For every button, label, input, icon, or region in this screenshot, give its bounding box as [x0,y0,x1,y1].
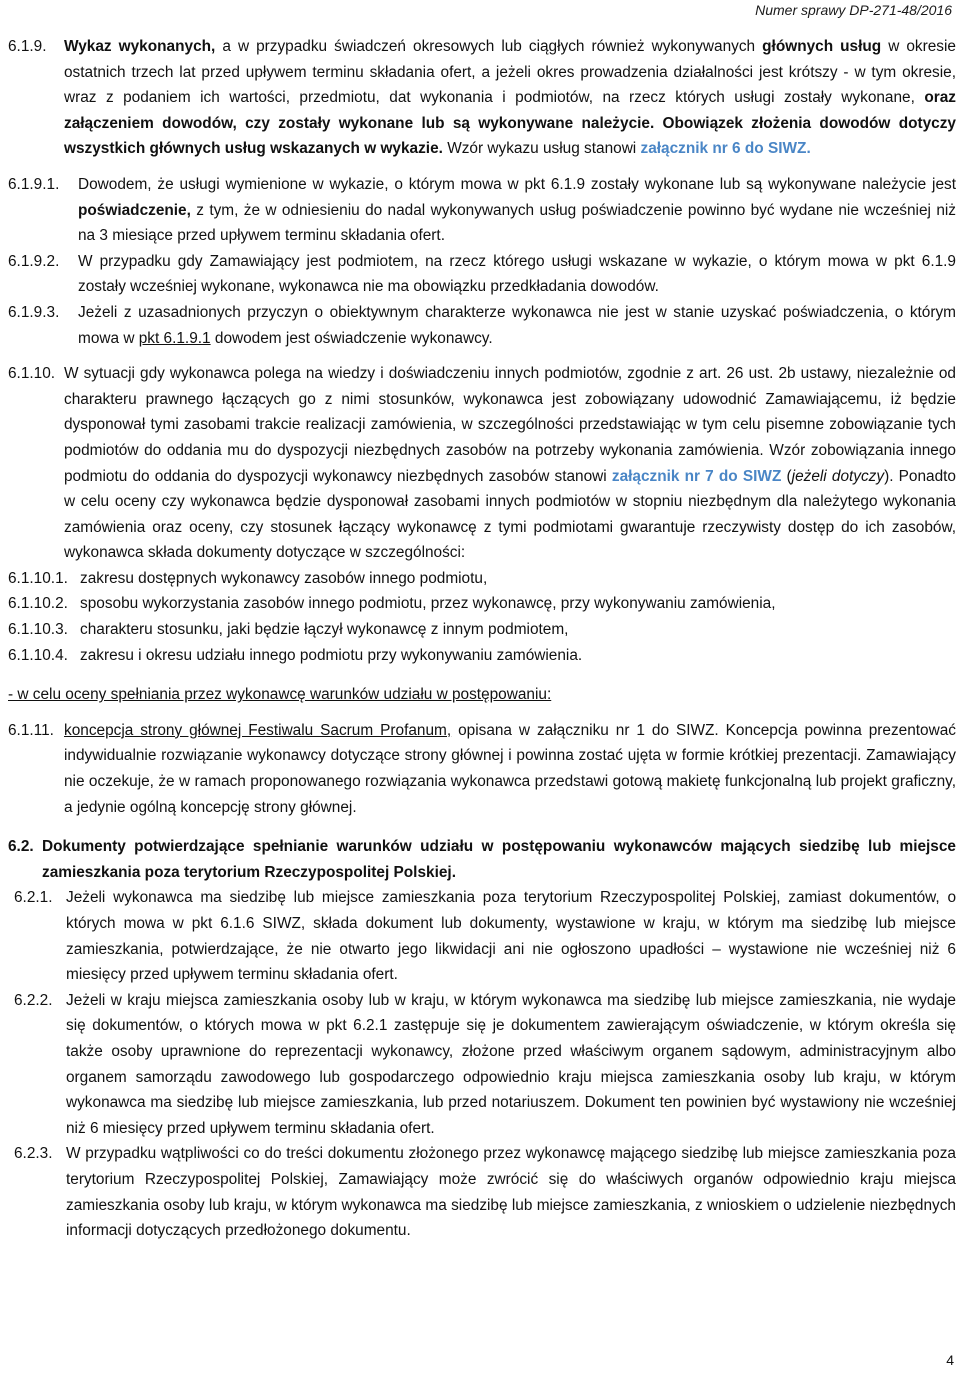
subheading-evaluation: - w celu oceny spełniania przez wykonawcę warunków udziału w postępowaniu: [8,686,552,704]
section-6-1-9-2 [8,249,956,300]
text-run: W sytuacji gdy wykonawca polega na wiedzy i doświadczeniu innych podmiotów, zgodnie z art. 26 ust. 2b ustawy, niezależnie od charakteru prawnego łączących go z nimi stosunków, wykonawca jest zobowiązany udowodnić Zamawiającemu, iż będzie dysponował tymi zasobami trakcie realizacji zamówienia, w szczególności przedstawiając w tym celu pisemne zobowiązanie tych podmiotów do oddania mu do dyspozycji niezbędnych zasobów na potrzeby wykonania zamówienia. Wzór zobowiązania innego podmiotu do oddania do dyspozycji wykonawcy niezbędnych zasobów stanowi [64,365,956,485]
section-text [78,300,956,351]
list-6-2 [8,885,956,1243]
list-item [14,1141,956,1243]
item-text: charakteru stosunku, jaki będzie łączył wykonawcę z innym podmiotem, [80,621,569,639]
bold-run: poświadczenie, [78,201,191,219]
text-run: . [806,140,811,158]
item-number: 6.1.10.4. [8,646,68,664]
list-item [8,643,956,669]
text-run: z tym, że w odniesieniu do nadal wykonywanych usług poświadczenie powinno być wydane nie wcześniej niż na 3 miesiące przed upływem terminu składania ofert. [78,201,956,245]
item-text: zakresu dostępnych wykonawcy zasobów innego podmiotu, [80,569,488,587]
section-text [78,172,956,249]
list-item [14,988,956,1142]
text-run: w okresie ostatnich trzech lat przed upływem terminu składania ofert, a jeżeli okres prowadzenia działalności jest krótszy - w tym okresie, wraz z podaniem ich wartości, przedmiotu, dat wykonania i podmiotów, na rzecz których usługi zostały wykonane, [64,38,956,107]
section-number: 6.1.9. [8,38,47,55]
text-run: opisana w załączniku nr 1 do SIWZ. Koncepcja powinna prezentować indywidualnie rozwiązanie wykonawcy dotyczące strony głównej i powinna zostać ujęta w formie krótkiej prezentacji. Zamawiający nie oczekuje, że w ramach proponowanego rozwiązania wykonawca przedstawi gotową makietę funkcjonalną lub projekt graficzny, a jedynie ogólną koncepcję strony głównej. [64,721,956,816]
item-number: 6.2.3. [14,1145,53,1163]
section-6-1-11 [8,718,956,820]
bold-run: oraz załączeniem dowodów, czy zostały wykonane lub są wykonywane należycie. Obowiązek złożenia dowodów dotyczy wszystkich głównych usług wskazanych w wykazie. [64,89,956,158]
section-text [64,361,956,566]
section-text: W przypadku gdy Zamawiający jest podmiotem, na rzecz którego usługi wskazane w wykazie, o którym mowa w pkt 6.1.9 zostały wcześniej wykonane, wykonawca nie ma obowiązku przedkładania dowodów. [78,252,956,296]
section-number: 6.1.11. [8,721,54,739]
item-text: W przypadku wątpliwości co do treści dokumentu złożonego przez wykonawcę mającego siedzibę lub miejsce zamieszkania poza terytorium Rzeczypospolitej Polskiej, Zamawiający może zwrócić się do właściwych organów odpowiednio kraju miejsca zamieszkania osoby lub kraju, w którym wykonawca ma siedzibę lub miejsce zamieszkania, z wnioskiem o udzielenie niezbędnych informacji dotyczących przedłożonego dokumentu. [66,1145,956,1240]
section-number: 6.1.10. [8,365,56,383]
section-number: 6.2. [8,838,34,856]
document-body [8,34,956,1244]
homepage-concept-heading: koncepcja strony głównej Festiwalu Sacrum Profanum, [64,721,452,739]
list-item [14,885,956,987]
text-run: ( [781,467,792,485]
section-6-1-10 [8,361,956,566]
bold-run: głównych usług [762,38,882,55]
section-6-1-9-3 [8,300,956,351]
item-number: 6.1.10.2. [8,595,68,613]
italic-run: jeżeli dotyczy [791,467,885,485]
section-number: 6.1.9.3. [8,303,60,321]
list-item [8,566,956,592]
section-number: 6.1.9.2. [8,252,60,270]
item-text: zakresu i okresu udziału innego podmiotu przy wykonywaniu zamówienia. [80,646,583,664]
item-number: 6.2.1. [14,889,53,907]
item-number: 6.2.2. [14,991,53,1009]
list-6-1-10 [8,566,956,668]
text-run: a w przypadku świadczeń okresowych lub ciągłych również wykonywanych [215,38,763,55]
text-run: Dowodem, że usługi wymienione w wykazie, o którym mowa w pkt 6.1.9 zostały wykonane lub są wykonywane należycie jest [78,175,956,193]
attachment-7-link[interactable]: załącznik nr 7 do SIWZ [611,467,782,485]
attachment-6-link[interactable]: załącznik nr 6 do SIWZ [640,140,807,158]
section-6-1-9-1 [8,172,956,249]
section-text [64,718,956,820]
pkt-6-1-9-1-reference: pkt 6.1.9.1 [138,329,211,347]
page-number: 4 [946,1352,954,1368]
section-number: 6.1.9.1. [8,175,60,193]
section-heading: Dokumenty potwierdzające spełnianie warunków udziału w postępowaniu wykonawców mających siedzibę lub miejsce zamieszkania poza terytorium Rzeczypospolitej Polskiej. [42,838,956,881]
section-6-2 [8,834,956,885]
text-run: Jeżeli z uzasadnionych przyczyn o obiektywnym charakterze wykonawca nie jest w stanie uzyskać poświadczenia, o którym mowa w [78,303,956,347]
item-text: Jeżeli w kraju miejsca zamieszkania osoby lub w kraju, w którym wykonawca ma siedzibę lub miejsce zamieszkania, nie wydaje się dokumentów, o których mowa w pkt 6.2.1 zastępuje się je dokumentem zawierającym oświadczenie, w którym określa się także osoby uprawnione do reprezentacji wykonawcy, złożone przed właściwym organem sądowym, administracyjnym albo organem samorządu zawodowego lub gospodarczego odpowiednio kraju miejsca zamieszkania osoby lub kraju, w którym wykonawca ma siedzibę lub miejsce zamieszkania, lub przed notariuszem. Dokument ten powinien być wystawiony nie wcześniej niż 6 miesięcy przed upływem terminu składania ofert. [66,991,956,1137]
text-run: Wzór wykazu usług stanowi [442,140,641,158]
text-run: ). Ponadto w celu oceny czy wykonawca będzie dysponował zasobami innych podmiotów w stopniu niezbędnym dla należytego wykonania zamówienia oraz oceny, czy stosunek łączący wykonawcę z tymi podmiotami gwarantuje rzeczywisty dostęp do ich zasobów, wykonawca składa dokumenty dotyczące w szczególności: [64,467,956,562]
item-text: sposobu wykorzystania zasobów innego podmiotu, przez wykonawcę, przy wykonywaniu zamówienia, [80,595,776,613]
item-number: 6.1.10.3. [8,621,68,639]
item-number: 6.1.10.1. [8,569,68,587]
item-text: Jeżeli wykonawca ma siedzibę lub miejsce zamieszkania poza terytorium Rzeczypospolitej Polskiej, zamiast dokumentów, o których mowa w pkt 6.1.6 SIWZ, składa dokument lub dokumenty, wystawione w kraju, w którym ma siedzibę lub miejsce zamieszkania, potwierdzające, że nie otwarto jego likwidacji ani nie ogłoszono upadłości – wystawione nie wcześniej niż 6 miesięcy przed upływem terminu składania ofert. [66,889,956,984]
list-item [8,591,956,617]
case-number-header: Numer sprawy DP-271-48/2016 [755,2,952,18]
section-6-1-9 [8,34,956,162]
list-item [8,617,956,643]
text-run: dowodem jest oświadczenie wykonawcy. [210,329,493,347]
section-text [64,34,956,162]
bold-lead: Wykaz wykonanych, [64,38,216,55]
